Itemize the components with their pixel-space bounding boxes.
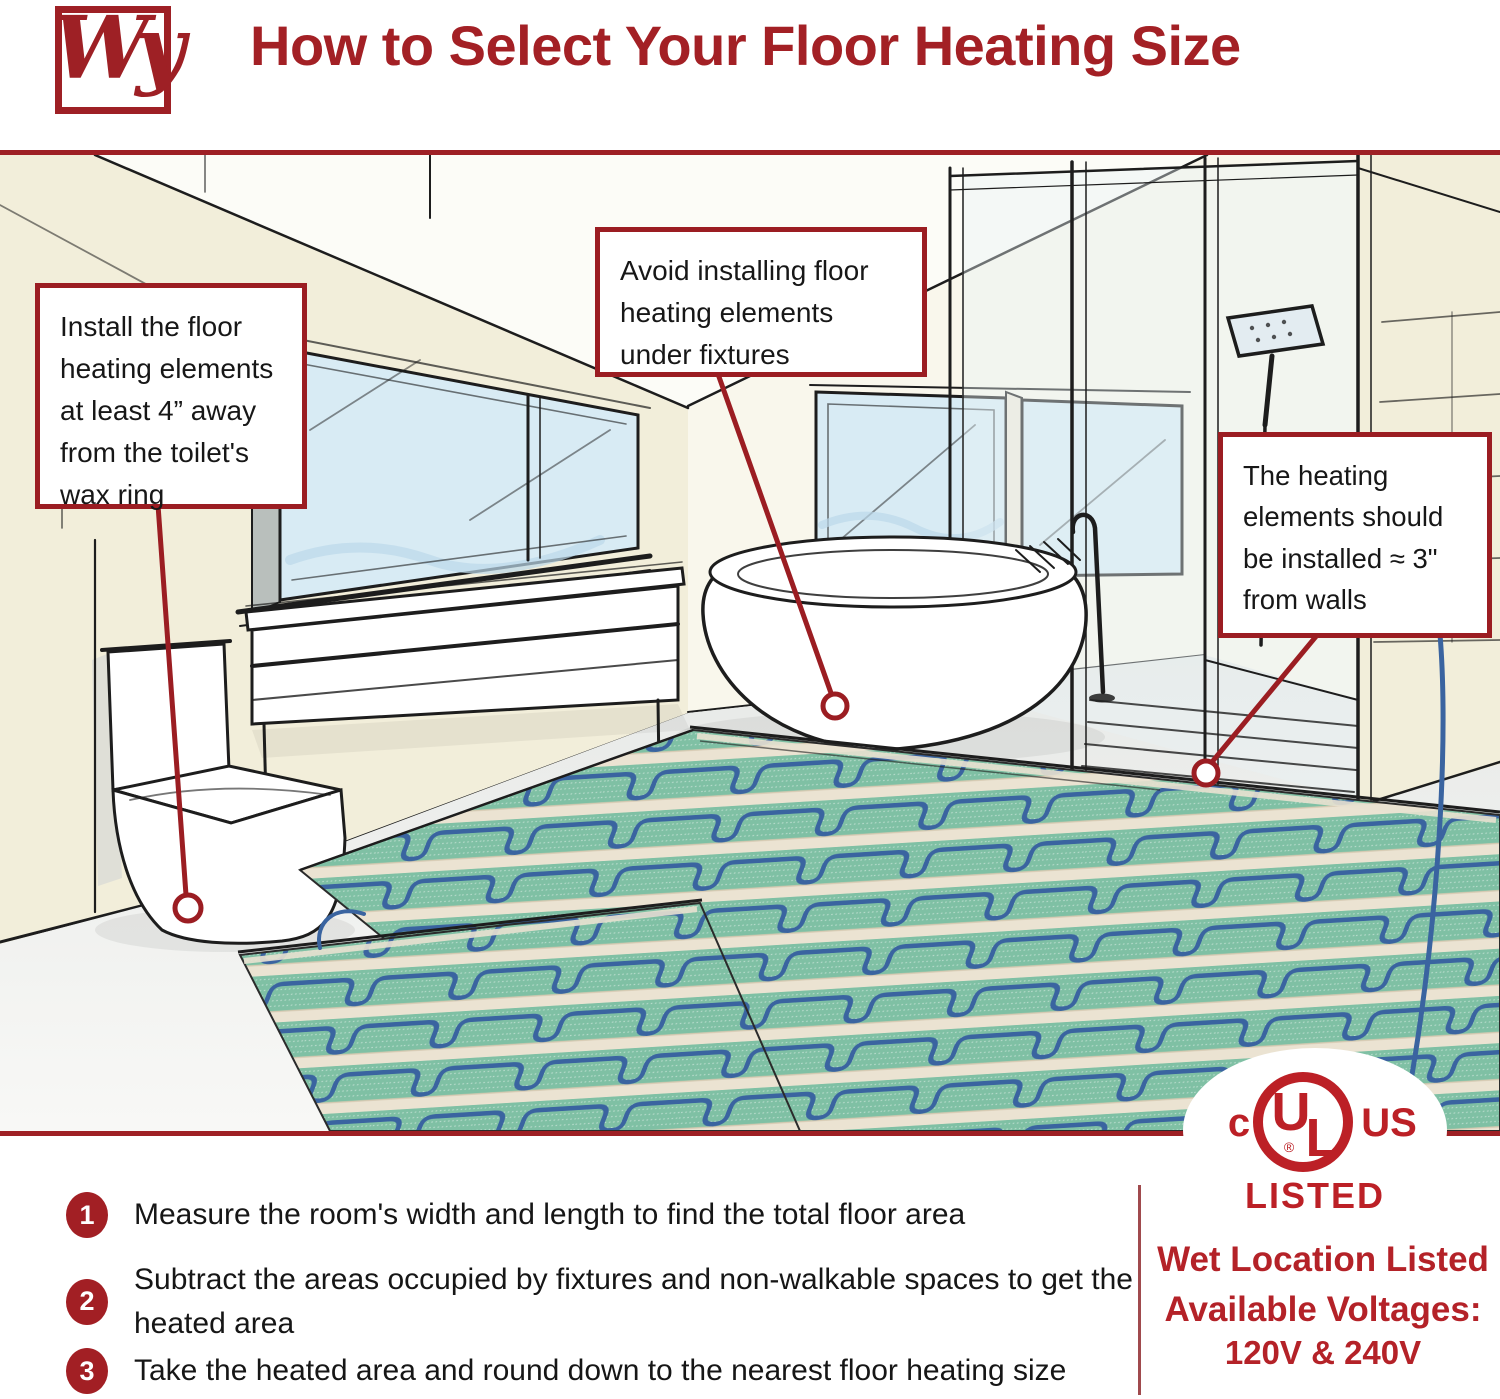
step-text: Take the heated area and round down to the nearest floor heating size — [134, 1354, 1067, 1388]
leader-dot-walls — [1194, 761, 1218, 785]
step-text: Subtract the areas occupied by fixtures and non-walkable spaces to get the heated area — [134, 1263, 1133, 1340]
ul-logo-letter-l: L — [1305, 1108, 1339, 1168]
step-row-2 — [66, 1258, 1134, 1345]
ul-listed-logo — [1155, 1030, 1475, 1240]
step-number-badge: 2 — [66, 1279, 108, 1325]
ul-logo-letter-u: U — [1271, 1082, 1311, 1142]
callout-avoid-fixtures — [595, 227, 927, 377]
divider-top — [0, 150, 1500, 155]
voltages-label: Available Voltages: — [1164, 1290, 1482, 1329]
ul-logo-c: c — [1227, 1101, 1251, 1145]
callout-wall-clearance-text: The heating elements should be installed ≈ 3" from walls — [1243, 460, 1444, 615]
step-row-1 — [66, 1192, 965, 1238]
page-title: How to Select Your Floor Heating Size — [250, 14, 1241, 77]
ul-logo-us: US — [1361, 1101, 1417, 1145]
ul-logo-registered-icon: ® — [1283, 1139, 1295, 1155]
callout-avoid-fixtures-text: Avoid installing floor heating elements under fixtures — [620, 255, 869, 370]
step-text: Measure the room's width and length to find the total floor area — [134, 1198, 966, 1232]
vertical-divider — [1138, 1185, 1141, 1395]
step-number-badge: 3 — [66, 1348, 108, 1394]
callout-toilet-clearance — [35, 283, 307, 509]
callout-wall-clearance — [1218, 432, 1492, 638]
voltages-value: 120V & 240V — [1224, 1334, 1422, 1371]
leader-dot-fixtures — [823, 694, 847, 718]
callout-toilet-clearance-text: Install the floor heating elements at least 4” away from the toilet's wax ring — [60, 311, 274, 510]
brand-logo — [52, 0, 174, 114]
step-row-3 — [66, 1348, 1066, 1394]
wet-location-text: Wet Location Listed — [1157, 1240, 1489, 1279]
step-number-badge: 1 — [66, 1192, 108, 1238]
leader-dot-toilet — [175, 895, 201, 921]
brand-logo-monogram: Wy — [52, 0, 174, 99]
ul-logo-listed-label: LISTED — [1244, 1175, 1386, 1216]
